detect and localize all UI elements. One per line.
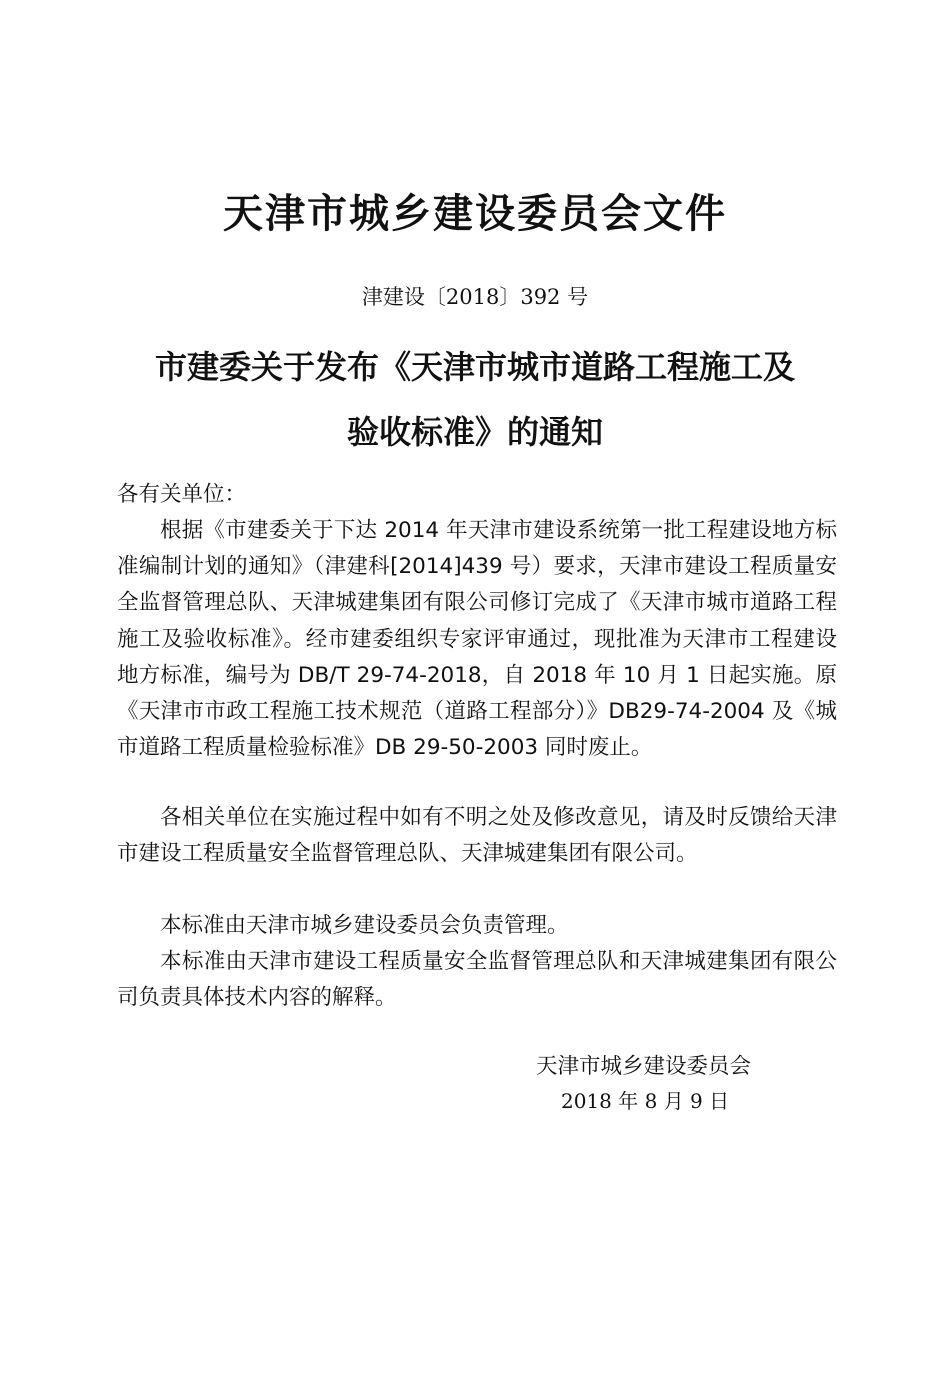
greeting: 各有关单位： bbox=[117, 482, 247, 507]
signature-date: 2018 年 8 月 9 日 bbox=[561, 1089, 730, 1113]
org-header: 天津市城乡建设委员会文件 bbox=[223, 190, 727, 237]
paragraph-3: 本标准由天津市城乡建设委员会负责管理。 bbox=[160, 913, 569, 938]
document-title-line-1: 市建委关于发布《天津市城市道路工程施工及 bbox=[154, 348, 795, 386]
paragraph-1: 根据《市建委关于下达 2014 年天津市建设系统第一批工程建设地方标准编制计划的通知》（津建科[2014]439 号）要求，天津市建设工程质量安全监督管理总队、天津城建集团有限公司修订完成了《天津市城市道路工程施工及验收标准》。经市建委组织专家评审通过，现批准为天津市工程建设地方标准，编号为 DB/T 29-74-2018，自 2018 年 10 月 1 日起实施。原《天津市市政工程施工技术规范（道路工程部分）》DB29-74-2004 及《城市道路工程质量检验标准》DB 29-50-2003 同时废止。 bbox=[117, 518, 837, 761]
paragraph-4: 本标准由天津市建设工程质量安全监督管理总队和天津城建集团有限公司负责具体技术内容的解释。 bbox=[117, 949, 837, 1011]
paragraph-2: 各相关单位在实施过程中如有不明之处及修改意见，请及时反馈给天津市建设工程质量安全监督管理总队、天津城建集团有限公司。 bbox=[117, 805, 837, 867]
document-number: 津建设〔2018〕392 号 bbox=[361, 285, 589, 309]
signature-organization: 天津市城乡建设委员会 bbox=[536, 1054, 752, 1079]
document-title-line-2: 验收标准》的通知 bbox=[346, 413, 603, 451]
